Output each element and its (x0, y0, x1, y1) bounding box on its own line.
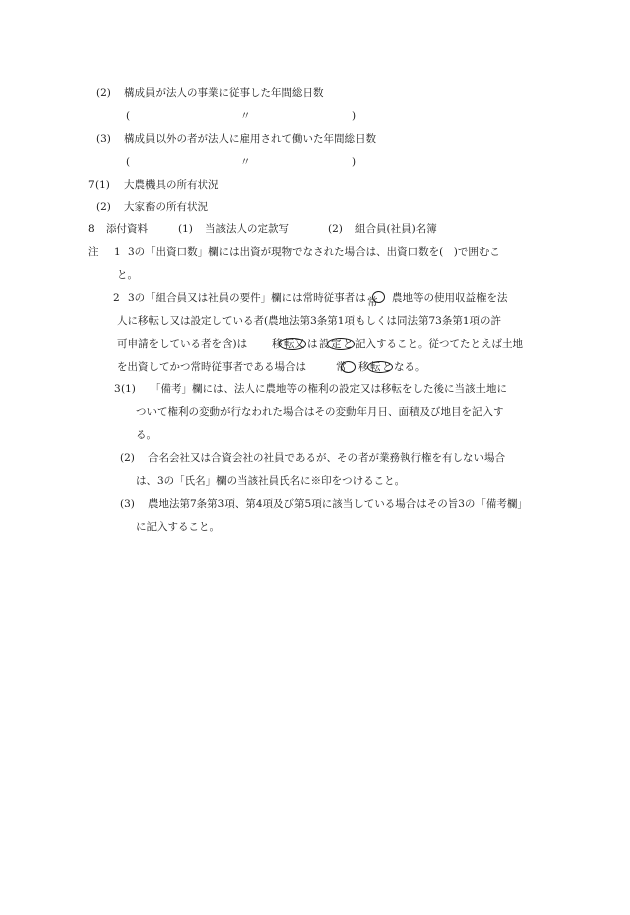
note-3-item-1-number: (1) (121, 383, 136, 395)
note-2-setting-mark-c: と (343, 338, 354, 350)
note-2-setting-mark-a: 設 (319, 338, 330, 350)
circle-mark-icon (327, 338, 355, 350)
item-2-text: 構成員が法人の事業に従事した年間総日数 (124, 87, 324, 99)
note-2-setting-mark-b: 定 (331, 338, 342, 350)
item-3-text: 構成員以外の者が法人に雇用されて働いた年間総日数 (124, 133, 376, 145)
note-3-item-2-number: (2) (120, 452, 135, 464)
item-3-open-paren: ( (126, 156, 131, 168)
note-2-circled-char: 常 (367, 296, 378, 308)
section-8-item-1-number: (1) (178, 223, 193, 235)
note-2-line-3c: 記入すること。従つてたとえば土地 (355, 338, 523, 350)
note-2-number: 2 (113, 292, 120, 304)
note-2-line-1b: 農地等の使用収益権を法 (392, 292, 508, 304)
note-2-line-4a: を出資してかつ常時従事者である場合は (117, 361, 306, 373)
note-2-circled-mark (367, 290, 378, 309)
note-3-number: 3 (114, 383, 121, 395)
section-8-label: 添付資料 (106, 223, 148, 235)
note-2-line-4-mark-2c: と (382, 361, 393, 373)
note-3-item-1-line-2: ついて権利の変動が行なわれた場合はその変動年月日、面積及び地目を記入す (136, 406, 504, 418)
note-2-line-4-mark-2a: 移 (358, 361, 369, 373)
note-3-item-3-line-2: に記入すること。 (136, 521, 220, 533)
note-1-number: 1 (114, 246, 121, 258)
note-2-line-3a: 可申請をしている者を含)は (117, 338, 248, 350)
circle-mark-icon (341, 361, 356, 373)
section-8-item-2-number: (2) (328, 223, 343, 235)
note-1-line-2: と。 (117, 269, 138, 281)
section-8-item-2-text: 組合員(社員)名簿 (355, 223, 437, 235)
item-2-number: (2) (96, 87, 111, 99)
circle-mark-icon (372, 291, 385, 303)
section-7-item-2-text: 大家畜の所有状況 (124, 201, 208, 213)
note-2-line-4-mark-1: 常 (336, 361, 347, 373)
section-7-item-1-number: (1) (95, 179, 110, 191)
notes-label: 注 (88, 246, 99, 258)
item-3-ditto-mark: 〃 (240, 156, 251, 168)
note-2-transfer-mark-a: 移 (272, 338, 283, 350)
section-7-number: 7 (88, 179, 95, 191)
note-3-item-3-number: (3) (120, 498, 135, 510)
section-8-number: 8 (88, 223, 95, 235)
note-2-line-2: 人に移転し又は設定している者(農地法第3条第1項もしくは同法第73条第1項の許 (117, 315, 501, 327)
note-2-line-4-mark-2b: 転 (370, 361, 381, 373)
note-2-line-1a: 3の「組合員又は社員の要件」欄には常時従事者は (128, 292, 366, 304)
note-3-item-1-line-1: 「備考」欄には、法人に農地等の権利の設定又は移転をした後に当該土地に (150, 383, 507, 395)
circle-mark-icon (279, 338, 306, 350)
item-2-close-paren: ) (352, 110, 357, 122)
note-2-line-4b: なる。 (394, 361, 426, 373)
note-2-transfer-mark-b: 転 (284, 338, 295, 350)
note-1-line-1: 3の「出資口数」欄には出資が現物でなされた場合は、出資口数を( )で囲むこ (128, 246, 500, 258)
section-7-item-2-number: (2) (96, 201, 111, 213)
item-3-number: (3) (96, 133, 111, 145)
section-7-item-1-text: 大農機具の所有状況 (124, 179, 219, 191)
item-2-open-paren: ( (126, 110, 131, 122)
item-3-close-paren: ) (352, 156, 357, 168)
note-2-transfer-mark-c: 又 (294, 338, 305, 350)
note-2-line-3b: は (307, 338, 318, 350)
item-2-ditto-mark: 〃 (240, 110, 251, 122)
section-8-item-1-text: 当該法人の定款写 (205, 223, 289, 235)
circle-mark-icon (367, 361, 393, 373)
note-3-item-1-line-3: る。 (136, 429, 157, 441)
note-3-item-3-line-1: 農地法第7条第3項、第4項及び第5項に該当している場合はその旨3の「備考欄」 (148, 498, 528, 510)
note-3-item-2-line-1: 合名会社又は合資会社の社員であるが、その者が業務執行権を有しない場合 (148, 452, 505, 464)
note-3-item-2-line-2: は、3の「氏名」欄の当該社員氏名に※印をつけること。 (136, 475, 406, 487)
